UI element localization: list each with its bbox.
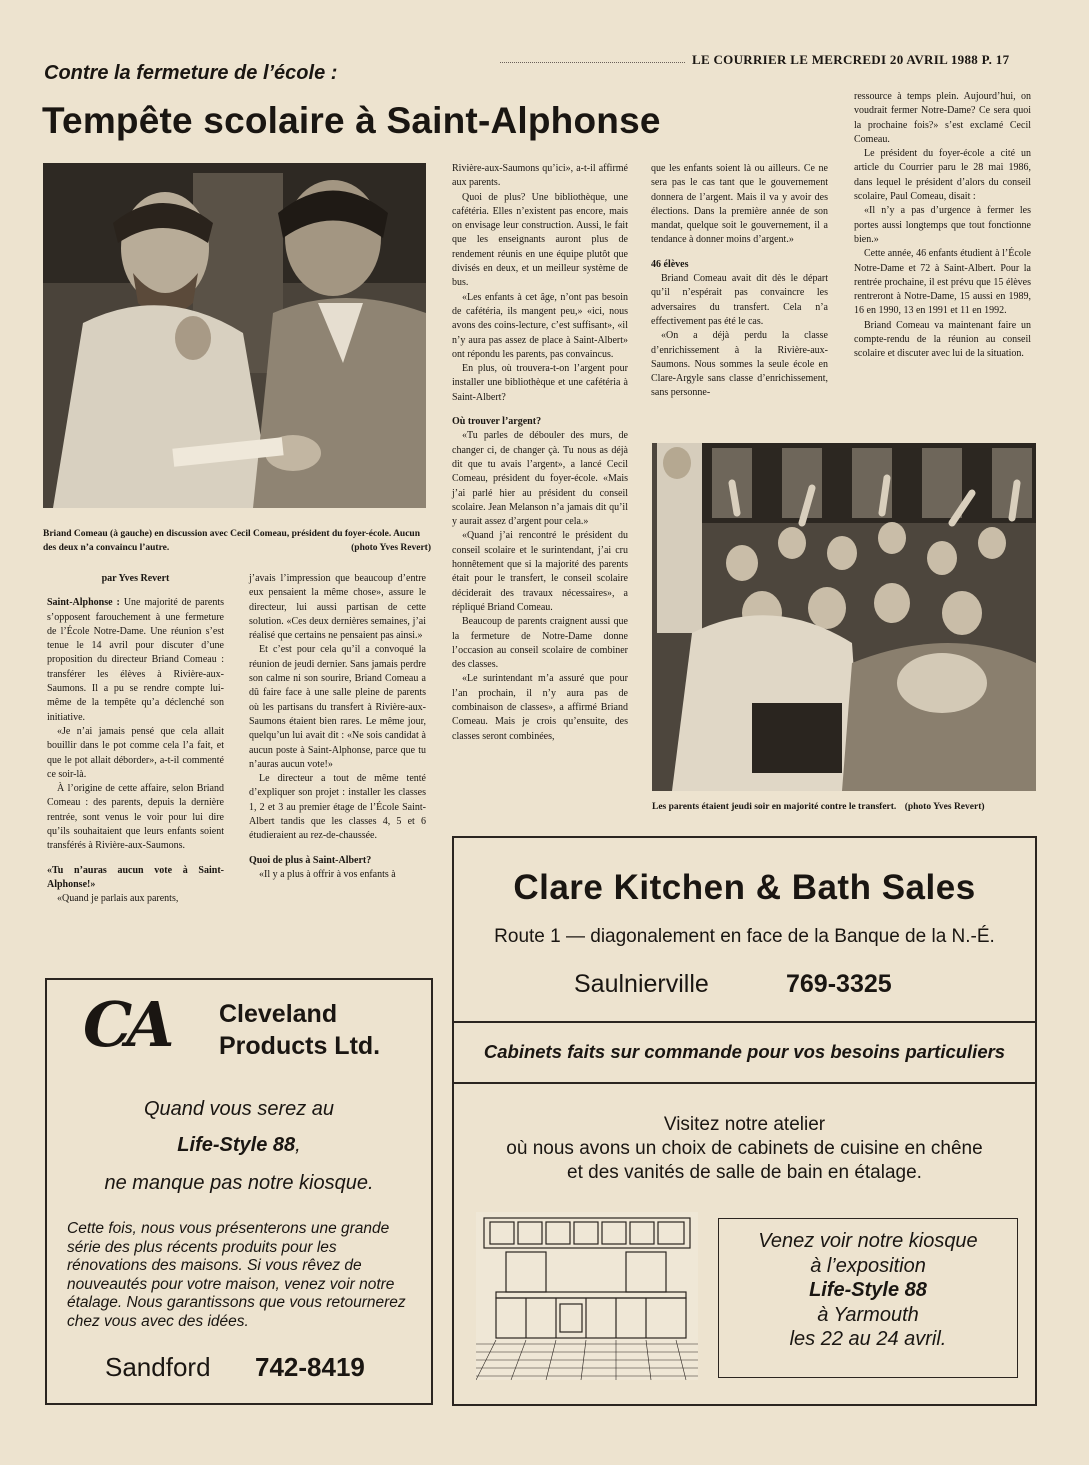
kiosque-line-2: à l’exposition xyxy=(810,1254,926,1277)
paragraph: que les enfants soient là ou ailleurs. Ce ne sera pas le cas tant que le gouvernement donnera de l’argent. Mais il va y avoir des élections. Dans la première année de son mandat, quelque soit le gouvernement, il a tendance à donner moins d’argent.» xyxy=(651,163,828,246)
photo1-caption xyxy=(43,527,431,555)
paragraph: Le directeur a tout de même tenté d’expliquer son projet : installer les classes 1, 2 et 3 au premier étage de l’École Saint-Albert tandis que les classes 4, 5 et 6 étudieraient au rez-de-chaussée. xyxy=(249,773,426,842)
clare-divider-1 xyxy=(454,1021,1035,1023)
paragraph: Et c’est pour cela qu’il a convoqué la réunion de jeudi dernier. Sans jamais perdre son calme ni son sourire, Briand Comeau a dû faire face à une salle pleine de parents où les partisans du transfert à Rivière-aux-Saumons étaient bien rares. Le même jour, quelqu’un lui avait dit : «Ne sois candidat à aucun poste à Saint-Alphonse, parce que tu n’auras aucun vote!» xyxy=(249,644,426,770)
lead-text: Une majorité de parents s’opposent farouchement à une fermeture de l’École Notre-Dame. Une réunion s’est tenue le 14 avril pour discuter d’une proposition du directeur Briand Comeau : transférer les élèves à Rivière-aux-Saumons. Il a pu se rendre compte lui-même de la tempête qu’a déclenché son initiative. xyxy=(47,597,225,723)
kiosque-box xyxy=(718,1218,1018,1378)
paragraph: Quoi de plus? Une bibliothèque, une cafétéria. Elles n’existent pas encore, mais on envisage leur construction. Aussi, le fait que les enseignants auront plus de rendement réunis en une équipe plutôt que divisés en deux, et un meilleur système de bus. xyxy=(452,191,628,289)
clare-address: Route 1 — diagonalement en face de la Banque de la N.-É. xyxy=(494,926,995,947)
subheading: «Tu n’auras aucun vote à Saint-Alphonse!» xyxy=(47,864,224,890)
cleveland-event-name: Life-Style 88 xyxy=(177,1134,296,1156)
kiosque-line-4: à Yarmouth xyxy=(817,1303,919,1326)
clare-title: Clare Kitchen & Bath Sales xyxy=(513,868,976,907)
ad-cleveland-products xyxy=(45,978,433,1405)
article-column-2 xyxy=(249,572,426,882)
ad-clare-kitchen-bath xyxy=(452,836,1037,1406)
masthead-rule xyxy=(500,62,685,64)
paragraph: «Les enfants à cet âge, n’ont pas besoin de cafétéria, ils mangent peu,» «ici, nous avons des coins-lecture, c’est suffisant», «il n’y aura pas assez de place à Saint-Albert» ont répondu les parents, pas convaincus. xyxy=(452,291,628,360)
kiosque-line-1: Venez voir notre kiosque xyxy=(758,1230,978,1252)
paragraph: «Le surintendant m’a assuré que pour l’an prochain, il n’y aura pas de combinaison de classes», a affirmé Briand Comeau. Mais je crois qu’ensuite, des classes seront combinées, xyxy=(452,673,628,742)
dateline: Saint-Alphonse : xyxy=(47,597,120,609)
clare-visit-1: Visitez notre atelier xyxy=(663,1114,826,1135)
masthead: LE COURRIER LE MERCREDI 20 AVRIL 1988 P. 17 xyxy=(692,52,1010,67)
paragraph: Beaucoup de parents craignent aussi que la fermeture de Notre-Dame donne l’occasion au conseil scolaire de combiner des classes. xyxy=(452,616,628,671)
paragraph: j’avais l’impression que beaucoup d’entre eux pensaient la même chose», assure le directeur, lui aussi partisan de cette solution. «Ces deux dernières semaines, j’ai réalisé que certains ne pensaient pas ainsi.» xyxy=(249,573,426,642)
paragraph: «Quand je parlais aux parents, xyxy=(57,893,179,905)
clare-phone: 769-3325 xyxy=(786,970,892,998)
photo1-caption-text: Briand Comeau (à gauche) en discussion avec Cecil Comeau, président du foyer-école. Aucun des deux n’a convaincu l’autre. xyxy=(43,529,420,553)
photo-two-men-illustration xyxy=(43,163,426,508)
kiosque-line-3: Life-Style 88 xyxy=(809,1279,927,1301)
paragraph: «On a déjà perdu la classe d’enrichissement à la Rivière-aux-Saumons. Nous sommes la seule école en Clare-Argyle sans classe d’enrichissement, sans personne- xyxy=(651,330,828,399)
cleveland-town: Sandford xyxy=(105,1352,211,1382)
photo-parents-meeting xyxy=(652,443,1036,791)
photo-parents-meeting-illustration xyxy=(652,443,1036,791)
paragraph: En plus, où trouvera-t-on l’argent pour installer une bibliothèque et une cafétéria à Saint-Albert? xyxy=(452,363,628,403)
clare-tagline: Cabinets faits sur commande pour vos besoins particuliers xyxy=(483,1041,1006,1062)
byline: par Yves Revert xyxy=(101,573,170,584)
paragraph: Cette année, 46 enfants étudient à l’École Notre-Dame et 72 à Saint-Albert. Pour la rentrée prochaine, il est prévu que 15 élèves rentreront à Notre-Dame, 15 aussi en 1989, 16 en 1990, 13 en 1991 et 11 en 1992. xyxy=(854,248,1031,317)
paragraph: Rivière-aux-Saumons qu’ici», a-t-il affirmé aux parents. xyxy=(452,163,628,189)
cleveland-name-1: Cleveland xyxy=(219,1000,338,1028)
clare-divider-2 xyxy=(454,1082,1035,1084)
photo2-caption-text: Les parents étaient jeudi soir en majorité contre le transfert. xyxy=(652,802,897,812)
photo-two-men xyxy=(43,163,426,508)
cleveland-name-2: Products Ltd. xyxy=(219,1032,381,1060)
photo2-credit: (photo Yves Revert) xyxy=(904,802,985,812)
kitchen-illustration xyxy=(476,1212,698,1380)
subheading: Où trouver l’argent? xyxy=(452,416,542,428)
subheading: 46 élèves xyxy=(651,258,689,270)
article-column-5 xyxy=(854,90,1031,362)
paragraph: «Il y a plus à offrir à vos enfants à xyxy=(259,868,396,880)
clare-visit-3: et des vanités de salle de bain en étalage. xyxy=(567,1162,922,1183)
photo1-credit: (photo Yves Revert) xyxy=(351,543,431,553)
cleveland-line-1: Quand vous serez au xyxy=(143,1098,335,1120)
photo2-caption xyxy=(652,800,1042,814)
clare-town: Saulnierville xyxy=(574,970,709,998)
subheading: Quoi de plus à Saint-Albert? xyxy=(249,854,372,866)
article-column-4 xyxy=(651,162,828,401)
paragraph: «Tu parles de débouler des murs, de changer ci, de changer çà. Tu nous as déjà dit que tu avais l’argent», a lancé Cecil Comeau, président du foyer-école. «Mais j’ai parlé hier au président du conseil scolaire. Jean Melanson n’a jamais dit qu’il y aurait assez d’argent pour cela.» xyxy=(452,430,628,528)
cleveland-phone: 742-8419 xyxy=(255,1352,365,1382)
paragraph: «Il n’y a pas d’urgence à fermer les portes aussi longtemps que tout fonctionne bien.» xyxy=(854,205,1031,245)
paragraph: ressource à temps plein. Aujourd’hui, on voudrait fermer Notre-Dame? Ce sera quoi la prochaine fois?» s’est exclamé Cecil Comeau. xyxy=(854,91,1031,145)
paragraph: «Quand j’ai rencontré le président du conseil scolaire et le surintendant, j’ai cru honnêtement que si la majorité des parents était pour le transfert, le conseil scolaire déciderait des travaux nécessaires», a répliqué Briand Comeau. xyxy=(452,530,628,613)
clare-visit-2: où nous avons un choix de cabinets de cuisine en chêne xyxy=(506,1138,983,1159)
cleveland-body: Cette fois, nous vous présenterons une grande série des plus récents produits pour les rénovations des maisons. Si vous rêvez de nouveautés pour votre maison, venez voir notre étalage. Nous garantissons que vous retournerez chez vous avec des idées. xyxy=(67,1220,406,1330)
paragraph: Le président du foyer-école a cité un article du Courrier paru le 28 mai 1986, dans lequel le président d’alors du conseil scolaire, Paul Comeau, disait : xyxy=(854,148,1031,203)
lead-paragraph xyxy=(47,596,224,725)
cleveland-line-3: ne manque pas notre kiosque. xyxy=(104,1172,374,1194)
paragraph: «Je n’ai jamais pensé que cela allait bouillir dans le pot comme cela l’a fait, et que le pot allait déborder», a-t-il commenté ce soir-là. xyxy=(47,725,224,780)
cleveland-comma: , xyxy=(295,1134,301,1156)
cleveland-logo: CA xyxy=(83,988,169,1061)
paragraph: Briand Comeau va maintenant faire un compte-rendu de la réunion au conseil scolaire et discuter avec lui de la situation. xyxy=(854,319,1031,360)
paragraph: Briand Comeau avait dit dès le départ qu’il n’espérait pas convaincre les adversaires du transfert. Cela n’a effectivement pas été le cas. xyxy=(651,273,828,327)
article-column-3 xyxy=(452,162,628,744)
headline: Tempête scolaire à Saint-Alphonse xyxy=(42,100,661,141)
article-column-1 xyxy=(47,572,224,907)
kitchen-illustration-drawing xyxy=(476,1212,698,1380)
paragraph: À l’origine de cette affaire, selon Briand Comeau : des parents, depuis la dernière rentrée, sont venus le voir pour lui dire qu’ils souhaitaient que leurs enfants soient transférés à Rivière-aux-Saumons. xyxy=(47,783,224,852)
kiosque-line-5: les 22 au 24 avril. xyxy=(789,1328,947,1350)
kicker: Contre la fermeture de l’école : xyxy=(44,62,338,84)
cleveland-line-2 xyxy=(47,1134,431,1157)
